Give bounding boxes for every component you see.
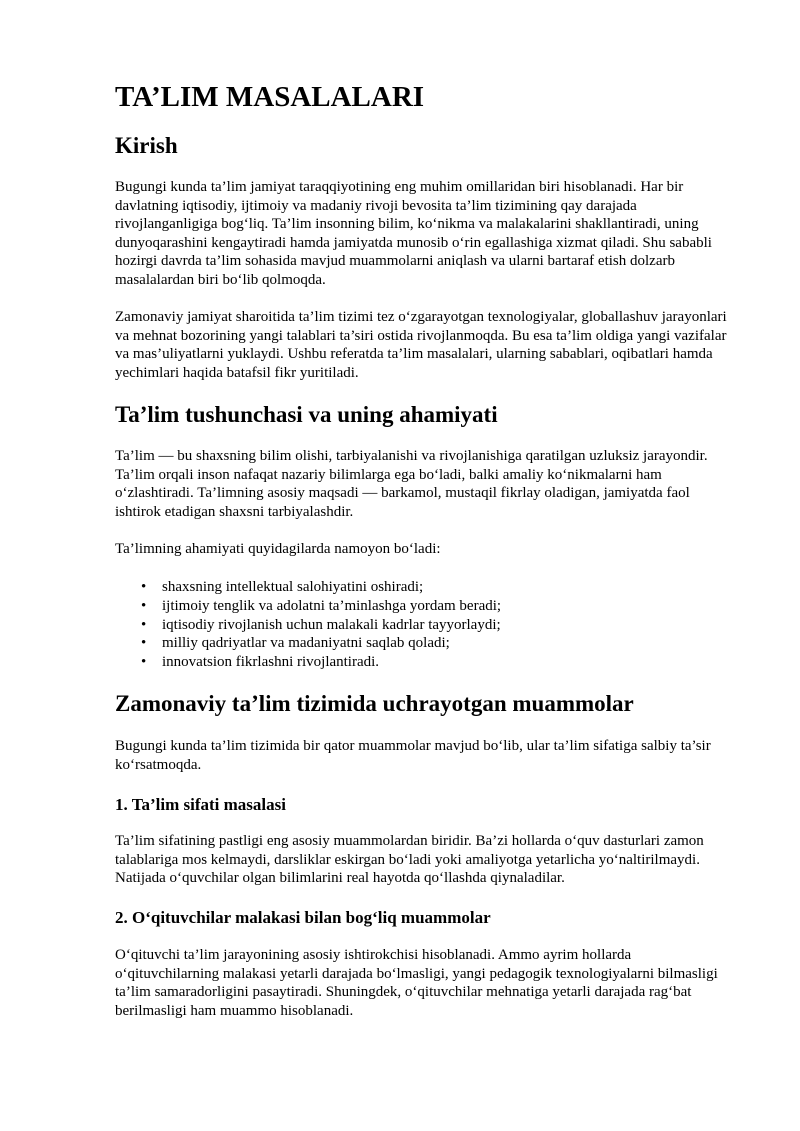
bullet-icon: • (141, 654, 147, 671)
list-item: • iqtisodiy rivojlanish uchun malakali kadrlar tayyorlaydi; (141, 616, 501, 633)
list-item: • milliy qadriyatlar va madaniyatni saqlab qoladi; (141, 635, 450, 652)
list-item: • ijtimoiy tenglik va adolatni ta’minlashga yordam beradi; (141, 597, 502, 614)
section-heading-intro: Kirish (115, 133, 178, 158)
section-heading-concept: Ta’lim tushunchasi va uning ahamiyati (115, 402, 498, 427)
education-quality-paragraph: Ta’lim sifatining pastligi eng asosiy muammolardan biridir. Ba’zi hollarda o‘quv dasturlari zamon talablariga mos kelmaydi, darsliklar eskirgan bo‘ladi yoki amaliyotga yetarlicha yo‘naltirilmaydi. Natijada o‘quvchilar olgan bilimlarini real hayotda qo‘llashda qiynaladilar. (115, 833, 704, 887)
concept-paragraph-2: Ta’limning ahamiyati quyidagilarda namoyon bo‘ladi: (115, 541, 441, 557)
subheading-teacher-qualification: 2. O‘qituvchilar malakasi bilan bog‘liq muammolar (115, 908, 491, 927)
teacher-qualification-paragraph: O‘qituvchi ta’lim jarayonining asosiy ishtirokchisi hisoblanadi. Ammo ayrim hollarda o‘qituvchilarning malakasi yetarli darajada bo‘lmasligi, yangi pedagogik texnologiyalarni bilmasligi ta’lim samaradorligini pasaytiradi. Shuningdek, o‘qituvchilar mehnatiga yetarli darajada rag‘bat berilmasligi ham muammo hisoblanadi. (115, 947, 718, 1019)
problems-paragraph-1: Bugungi kunda ta’lim tizimida bir qator muammolar mavjud bo‘lib, ular ta’lim sifatiga salbiy ta’sir ko‘rsatmoqda. (115, 738, 711, 773)
intro-paragraph-2: Zamonaviy jamiyat sharoitida ta’lim tizimi tez o‘zgarayotgan texnologiyalar, globallashuv jarayonlari va mehnat bozorining yangi talablari ta’siri ostida rivojlanmoqda. Bu esa ta’lim oldiga yangi vazifalar va mas’uliyatlarni yuklaydi. Ushbu referatda ta’lim masalalari, ularning sabablari, oqibatlari hamda yechimlari haqida batafsil fikr yuritiladi. (115, 309, 727, 381)
bullet-icon: • (141, 597, 147, 614)
subheading-education-quality: 1. Ta’lim sifati masalasi (115, 795, 286, 814)
document-title: TA’LIM MASALALARI (115, 81, 425, 113)
list-item: • shaxsning intellektual salohiyatini oshiradi; (141, 579, 424, 595)
importance-list (115, 578, 727, 672)
bullet-icon: • (141, 616, 147, 633)
section-heading-problems: Zamonaviy ta’lim tizimida uchrayotgan muammolar (115, 691, 634, 716)
concept-paragraph-1: Ta’lim — bu shaxsning bilim olishi, tarbiyalanishi va rivojlanishiga qaratilgan uzluksiz jarayondir. Ta’lim orqali inson nafaqat nazariy bilimlarga ega bo‘ladi, balki amaliy ko‘nikmalarni ham o‘zlashtiradi. Ta’limning asosiy maqsadi — barkamol, mustaqil fikrlay oladigan, jamiyatda faol ishtirok etadigan shaxsni tarbiyalashdir. (115, 448, 708, 520)
intro-paragraph-1: Bugungi kunda ta’lim jamiyat taraqqiyotining eng muhim omillaridan biri hisoblanadi. Har bir davlatning iqtisodiy, ijtimoiy va madaniy rivoji bevosita ta’lim tizimining qay darajada rivojlanganligiga bog‘liq. Ta’lim insonning bilim, ko‘nikma va malakalarini shakllantiradi, uning dunyoqarashini kengaytiradi hamda jamiyatda munosib o‘rin egallashiga xizmat qiladi. Shu sababli hozirgi davrda ta’lim sohasida mavjud muammolarni aniqlash va ularni bartaraf etish dolzarb masalalardan biri bo‘lib qolmoqda. (115, 179, 712, 288)
bullet-icon: • (141, 635, 147, 652)
bullet-icon: • (141, 579, 147, 595)
list-item: • innovatsion fikrlashni rivojlantiradi. (141, 654, 380, 671)
